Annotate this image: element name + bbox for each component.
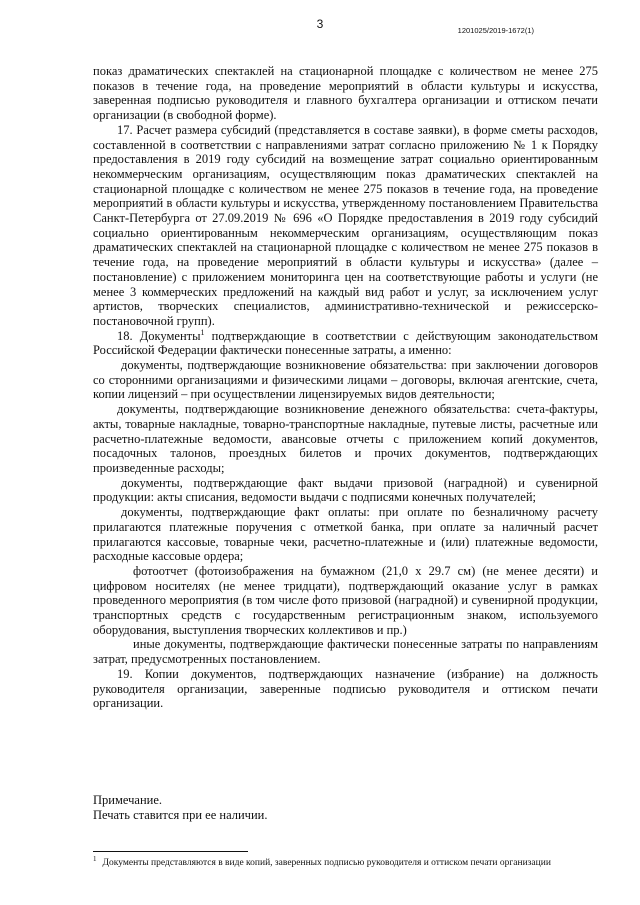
note-title: Примечание. — [93, 793, 163, 807]
paragraph-item-18 — [93, 329, 598, 358]
footnote — [93, 854, 598, 869]
footnote-text: Документы представляются в виде копий, заверенных подписью руководителя и оттиском печати организации — [102, 858, 551, 868]
footnote-mark: 1 — [93, 854, 97, 863]
paragraph-intro: показ драматических спектаклей на стационарной площадке с количеством не менее 275 показов в течение года, на проведение мероприятий в области культуры и искусства, заверенная подписью руководителя и главного бухгалтера организации и оттиском печати организации (в свободной форме). — [93, 64, 598, 123]
document-body — [93, 64, 598, 711]
list-item-other-docs: иные документы, подтверждающие фактически понесенные затраты по направлениям затрат, предусмотренных постановлением. — [93, 637, 598, 667]
document-id: 1201025/2019-1672(1) — [457, 26, 534, 35]
paragraph-item-19: 19. Копии документов, подтверждающих назначение (избрание) на должность руководителя организации, заверенные подписью руководителя и оттиском печати организации. — [93, 666, 598, 711]
list-item-prize-docs: документы, подтверждающие факт выдачи призовой (наградной) и сувенирной продукции: акты списания, ведомости выдачи с подписями конечных получателей; — [93, 475, 598, 505]
list-item-payment-docs: документы, подтверждающие факт оплаты: при оплате по безналичному расчету прилагаются платежные поручения с отметкой банка, при оплате за наличный расчет прилагаются кассовые, товарные чеки, расчетно-платежные и (или) платежные ведомости, расходные кассовые ордера; — [93, 505, 598, 564]
paragraph-item-17: 17. Расчет размера субсидий (представляется в составе заявки), в форме сметы расходов, составленной в соответствии с направлениями затрат согласно приложению № 1 к Порядку предоставления в 2019 году субсидий на возмещение затрат социально ориентированным некоммерческим организациям, осуществляющим показ драматических спектаклей на стационарной площадке с количеством не менее 275 показов в течение года, на проведение мероприятий в области культуры и искусства, утвержденному постановлением Правительства Санкт-Петербурга от 27.09.2019 № 696 «О Порядке предоставления в 2019 году субсидий социально ориентированным некоммерческим организациям, осуществляющим показ драматических спектаклей на стационарной площадке с количеством не менее 275 показов в течение года, на проведение мероприятий в области культуры и искусства» (далее – постановление) с приложением мониторинга цен на соответствующие работы и услуги (не менее 3 коммерческих предложений на каждый вид работ и услуг, за исключением услуг артистов, творческих специалистов, административно-технической и режиссерско-постановочной групп). — [93, 122, 598, 328]
list-item-obligation-docs: документы, подтверждающие возникновение обязательства: при заключении договоров со сторонними организациями и физическими лицами – договоры, включая агентские, счета, копии лицензий – при осуществлении лицензируемых видов деятельности; — [93, 358, 598, 402]
page-number: 3 — [316, 17, 324, 31]
list-item-monetary-docs: документы, подтверждающие возникновение денежного обязательства: счета-фактуры, акты, товарные накладные, товарно-транспортные накладные, путевые листы, расчетные или расчетно-платежные ведомости, авансовые отчеты с приложением копий документов, посадочных талонов, проездных билетов и прочих документов, подтверждающих произведенные расходы; — [93, 402, 598, 475]
list-item-photo-report: фотоотчет (фотоизображения на бумажном (21,0 х 29.7 см) (не менее десяти) и цифровом носителях (не менее тридцати), подтверждающий оказание услуг в рамках проведенного мероприятия (в том числе фото призовой (наградной) и сувенирной продукции, транспортных средств с государственным регистрационным знаком, используемого оборудования, выступления творческих коллективов и пр.) — [93, 563, 598, 637]
note-text: Печать ставится при ее наличии. — [93, 808, 268, 823]
footnote-reference: 1 — [200, 327, 205, 337]
footnote-divider — [93, 851, 248, 852]
note-block — [93, 793, 598, 823]
item-18-lead: 18. Документы — [117, 328, 201, 343]
item-18-text: подтверждающие в соответствии с действующим законодательством Российской Федерации фактически понесенные затраты, а именно: — [93, 328, 598, 358]
